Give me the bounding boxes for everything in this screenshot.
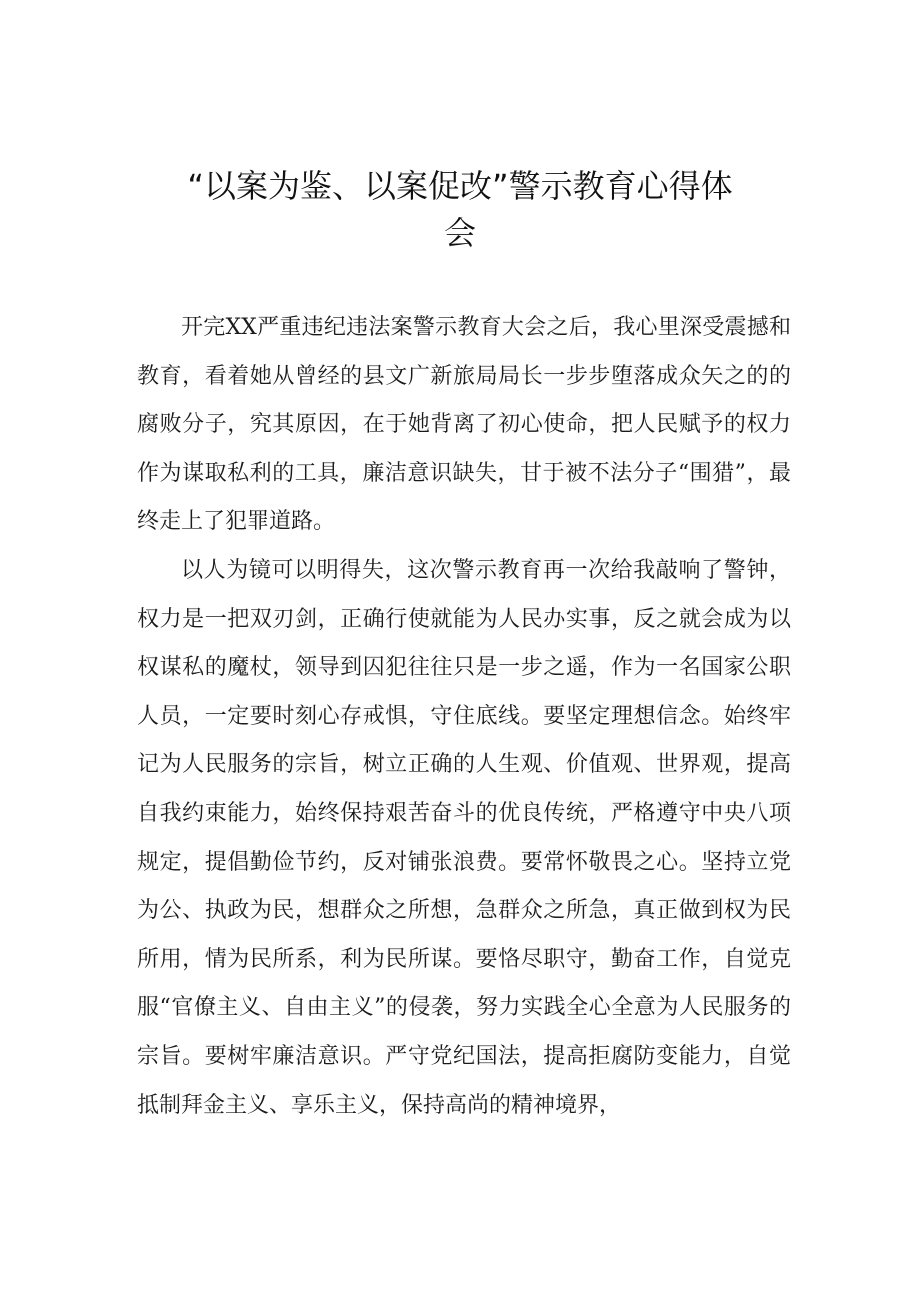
- title-line-1: “以案为鉴、以案促改”警示教育心得体: [187, 167, 733, 205]
- paragraph: 开完XX严重违纪违法案警示教育大会之后，我心里深受震撼和教育，看着她从曾经的县文广新旅局局长一步步堕落成众矢之的的腐败分子，究其原因，在于她背离了初心使命，把人民赋予的权力作为谋取私利的工具，廉洁意识缺失，甘于被不法分子“围猎”，最终走上了犯罪道路。: [137, 315, 791, 535]
- document-title: [150, 163, 770, 257]
- title-line-2: 会: [443, 214, 476, 252]
- paragraph: 以人为镜可以明得失，这次警示教育再一次给我敲响了警钟，权力是一把双刃剑，正确行使就能为人民办实事，反之就会成为以权谋私的魔杖，领导到囚犯往往只是一步之遥，作为一名国家公职人员，一定要时刻心存戒惧，守住底线。要坚定理想信念。始终牢记为人民服务的宗旨，树立正确的人生观、价值观、世界观，提高自我约束能力，始终保持艰苦奋斗的优良传统，严格遵守中央八项规定，提倡勤俭节约，反对铺张浪费。要常怀敬畏之心。坚持立党为公、执政为民，想群众之所想，急群众之所急，真正做到权为民所用，情为民所系，利为民所谋。要恪尽职守，勤奋工作，自觉克服“官僚主义、自由主义”的侵袭，努力实践全心全意为人民服务的宗旨。要树牢廉洁意识。严守党纪国法，提高拒腐防变能力，自觉抵制拜金主义、享乐主义，保持高尚的精神境界，: [137, 557, 791, 1118]
- document-body: [137, 304, 791, 1130]
